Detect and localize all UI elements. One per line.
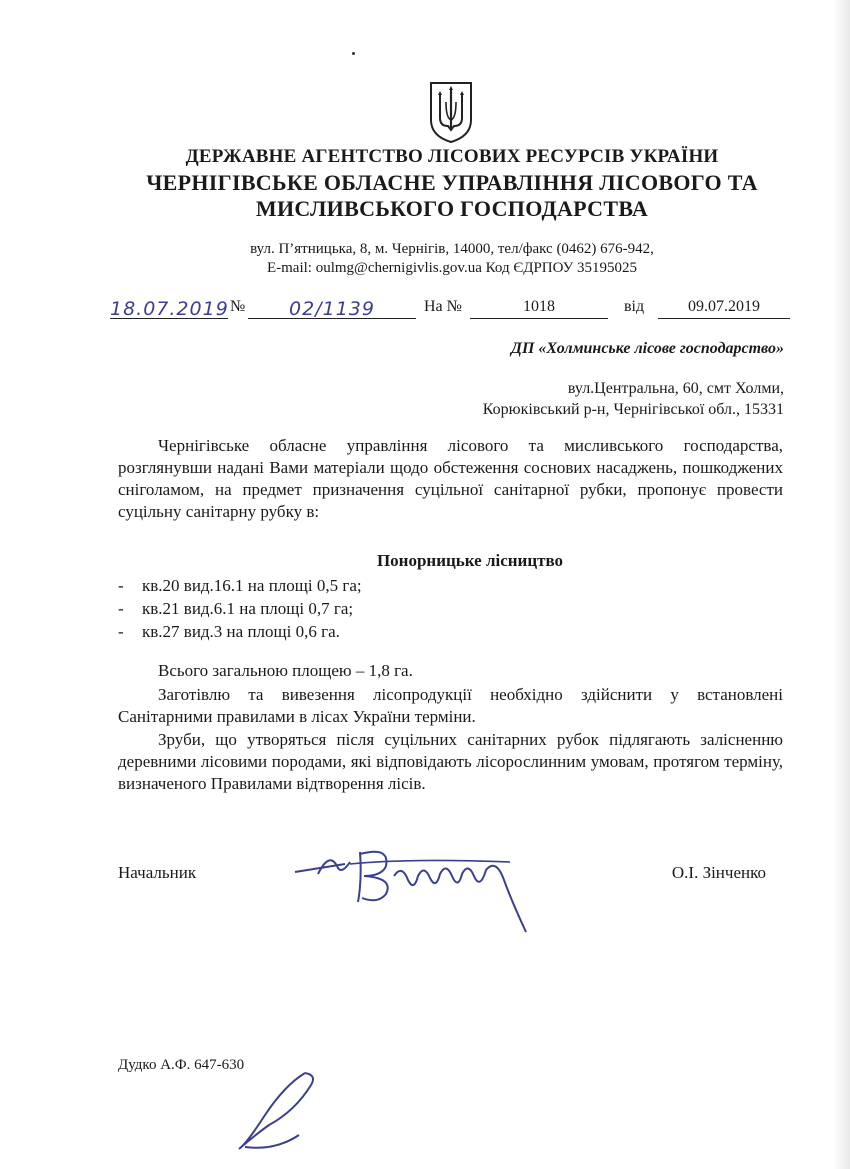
body-paragraph-3: Зруби, що утворяться після суцільних санітарних рубок підлягають залісненню деревними лісовими породами, які відповідають лісорослинним умовам, протягом терміну, визначеного Правилами відтворення лісів.: [118, 730, 783, 793]
in-reply-number: 1018: [470, 298, 608, 319]
list-item: - кв.21 вид.6.1 на площі 0,7 га;: [118, 597, 362, 620]
handwritten-signature: [290, 840, 550, 940]
in-reply-label: На №: [424, 298, 462, 315]
from-label: від: [624, 298, 645, 315]
executor-contact: Дудко А.Ф. 647-630: [118, 1057, 245, 1073]
outgoing-date: 18.07.2019: [110, 298, 229, 320]
body-paragraph-1: Чернігівське обласне управління лісового та мисливського господарства, розглянувши надані Вами матеріали щодо обстеження соснових насаджень, пошкоджених сніголамом, на предмет призначення суцільної санітарної рубки, пропонує провести суцільну санітарну рубку в:: [118, 436, 783, 521]
registration-line: [110, 298, 800, 322]
signatory-name: О.І. Зінченко: [671, 863, 766, 882]
scan-speck: [352, 52, 355, 55]
sender-address-line1: вул. П’ятницька, 8, м. Чернігів, 14000, тел/факс (0462) 676-942,: [250, 241, 654, 257]
sender-address-line2: E-mail: oulmg@chernigivlis.gov.ua Код ЄДРПОУ 35195025: [266, 260, 637, 276]
list-item: - кв.27 вид.3 на площі 0,6 га.: [118, 620, 362, 643]
body-paragraph-2: Заготівлю та вивезення лісопродукції необхідно здійснити у встановлені Санітарними правилами в лісах України терміни.: [118, 685, 783, 726]
number-label: №: [230, 298, 246, 315]
forestry-section-title: Понорницьке лісництво: [376, 551, 564, 570]
recipient-address-line1: вул.Центральна, 60, смт Холми,: [567, 380, 784, 397]
signatory-role: Начальник: [118, 863, 197, 882]
department-title-line1: ЧЕРНІГІВСЬКЕ ОБЛАСНЕ УПРАВЛІННЯ ЛІСОВОГО ТА: [146, 170, 758, 195]
trident-coat-of-arms-icon: [428, 80, 474, 144]
recipient-address: [483, 378, 784, 420]
department-title-line2: МИСЛИВСЬКОГО ГОСПОДАРСТВА: [255, 196, 649, 221]
plot-list: [118, 574, 362, 643]
list-item: - кв.20 вид.16.1 на площі 0,5 га;: [118, 574, 362, 597]
executor-initials-signature: [225, 1065, 335, 1160]
recipient-address-line2: Корюківський р-н, Чернігівської обл., 15331: [482, 401, 784, 418]
outgoing-number: 02/1139: [248, 298, 416, 319]
sender-address: [0, 240, 850, 278]
department-title: [0, 170, 850, 222]
agency-title: ДЕРЖАВНЕ АГЕНТСТВО ЛІСОВИХ РЕСУРСІВ УКРАЇНИ: [185, 146, 719, 167]
total-area: Всього загальною площею – 1,8 га.: [158, 661, 413, 680]
recipient-name: ДП «Холминське лісове господарство»: [511, 340, 784, 357]
in-reply-date: 09.07.2019: [658, 298, 790, 319]
